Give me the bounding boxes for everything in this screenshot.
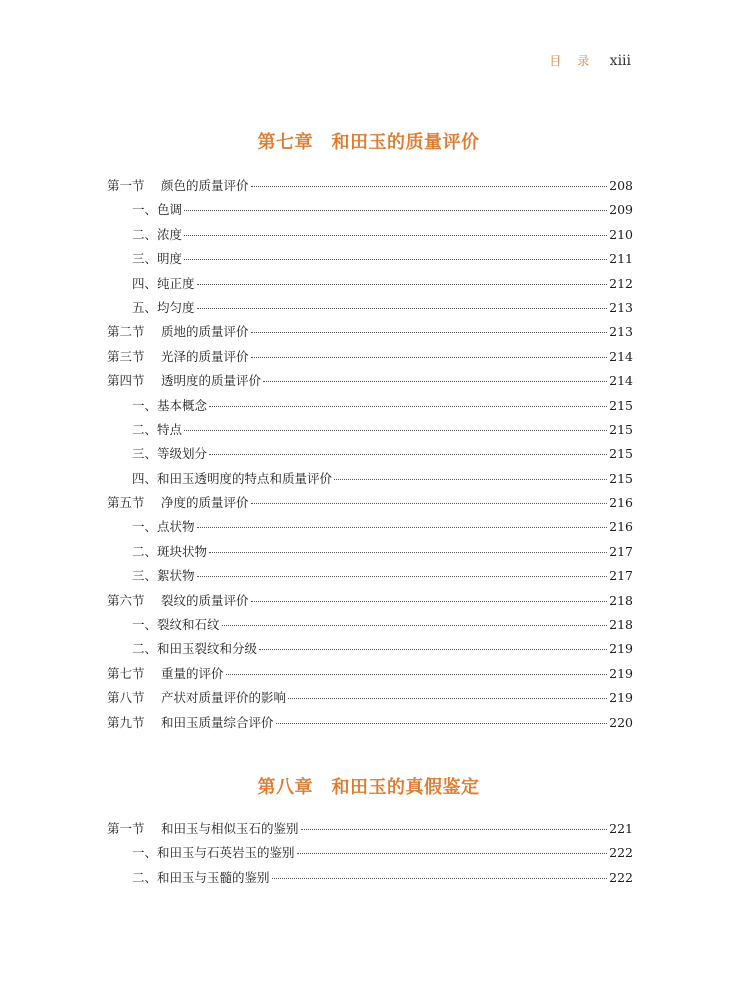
entry-title: 四、纯正度 [132,275,195,291]
entry-title: 裂纹的质量评价 [161,592,249,608]
section-number: 第三节 [107,348,145,364]
page-number: 209 [609,202,633,218]
dot-leader [226,674,608,675]
page-number: 217 [609,568,633,584]
dot-leader [184,259,607,260]
toc-section-entry [107,591,633,615]
toc-subentry [107,615,633,639]
toc-subentry [107,868,633,892]
entry-title: 和田玉与相似玉石的鉴别 [161,821,299,836]
toc-subentry [107,274,633,298]
toc-section-entry [107,347,633,371]
toc-section-entry [107,322,633,346]
dot-leader [259,649,607,650]
entry-title: 二、和田玉裂纹和分级 [132,641,258,657]
toc-subentry [107,843,633,867]
page-number: 213 [609,299,633,315]
section-number: 第四节 [107,373,145,389]
toc-subentry [107,249,633,273]
toc-section-entry [107,493,633,517]
entry-title: 颜色的质量评价 [161,178,249,193]
page-number: 222 [609,869,633,885]
entry-title: 重量的评价 [161,665,224,681]
page-number: 221 [609,821,633,836]
dot-leader [184,210,607,211]
dot-leader [222,625,608,626]
section-number: 第一节 [107,821,145,836]
dot-leader [197,284,608,285]
entry-title: 五、均匀度 [132,299,195,315]
section-number: 第八节 [107,690,145,706]
dot-leader [209,552,607,553]
header-page-number: xiii [609,53,631,69]
section-number: 第九节 [107,714,145,730]
dot-leader [297,853,608,854]
entry-title: 二、斑块状物 [132,543,208,559]
toc-subentry [107,200,633,224]
page-number: 219 [609,641,633,657]
section-number: 第六节 [107,592,145,608]
entry-title: 和田玉质量综合评价 [161,714,274,730]
chapter-title-8: 第八章 和田玉的真假鉴定 [257,777,480,798]
toc-subentry [107,298,633,322]
page-number: 214 [609,348,633,364]
page-number: 210 [609,226,633,242]
dot-leader [251,503,608,504]
page-number: 215 [609,470,633,486]
entry-title: 透明度的质量评价 [161,373,262,389]
page-number: 215 [609,397,633,413]
dot-leader [288,698,607,699]
dot-leader [272,878,608,879]
page-number: 222 [609,845,633,861]
dot-leader [197,308,608,309]
dot-leader [334,479,607,480]
entry-title: 三、明度 [132,251,183,267]
entry-title: 净度的质量评价 [161,495,249,511]
section-number: 第二节 [107,324,145,340]
page-number: 215 [609,446,633,462]
page-number: 218 [609,592,633,608]
page-number: 218 [609,617,633,633]
entry-title: 产状对质量评价的影响 [161,690,287,706]
page-number: 215 [609,421,633,437]
section-number: 第五节 [107,495,145,511]
dot-leader [197,527,608,528]
dot-leader [276,723,608,724]
section-number: 第七节 [107,665,145,681]
entry-title: 一、基本概念 [132,397,208,413]
toc-section-entry [107,688,633,712]
dot-leader [209,406,607,407]
chapter-title-7: 第七章 和田玉的质量评价 [257,132,480,153]
dot-leader [251,601,608,602]
dot-leader [197,576,608,577]
entry-title: 一、色调 [132,202,183,218]
toc-subentry [107,444,633,468]
toc-chapter-7 [107,176,633,737]
page-number: 213 [609,324,633,340]
page-number: 211 [609,251,633,267]
running-header [549,52,631,69]
toc-section-entry [107,664,633,688]
section-number: 第一节 [107,178,145,193]
entry-title: 光泽的质量评价 [161,348,249,364]
dot-leader [184,235,607,236]
dot-leader [184,430,607,431]
page-number: 208 [609,178,633,193]
dot-leader [263,381,607,382]
toc-section-entry [107,371,633,395]
page-number: 217 [609,543,633,559]
dot-leader [209,454,607,455]
entry-title: 三、等级划分 [132,446,208,462]
entry-title: 二、和田玉与玉髓的鉴别 [132,869,270,885]
entry-title: 二、浓度 [132,226,183,242]
header-label: 目 录 [549,54,596,68]
page-number: 214 [609,373,633,389]
dot-leader [251,186,608,187]
entry-title: 二、特点 [132,421,183,437]
dot-leader [251,357,608,358]
toc-subentry [107,517,633,541]
entry-title: 一、点状物 [132,519,195,535]
page-number: 216 [609,519,633,535]
toc-subentry [107,639,633,663]
dot-leader [301,829,608,830]
page-number: 219 [609,665,633,681]
entry-title: 四、和田玉透明度的特点和质量评价 [132,470,333,486]
entry-title: 一、和田玉与石英岩玉的鉴别 [132,845,295,861]
page-number: 212 [609,275,633,291]
page-number: 219 [609,690,633,706]
toc-subentry [107,420,633,444]
toc-section-entry [107,176,633,200]
entry-title: 质地的质量评价 [161,324,249,340]
toc-subentry [107,566,633,590]
page-number: 216 [609,495,633,511]
toc-subentry [107,542,633,566]
toc-subentry [107,469,633,493]
toc-subentry [107,225,633,249]
entry-title: 一、裂纹和石纹 [132,617,220,633]
entry-title: 三、絮状物 [132,568,195,584]
toc-section-entry [107,819,633,843]
toc-subentry [107,396,633,420]
dot-leader [251,332,608,333]
page-number: 220 [609,714,633,730]
toc-chapter-8 [107,819,633,892]
toc-section-entry [107,713,633,737]
